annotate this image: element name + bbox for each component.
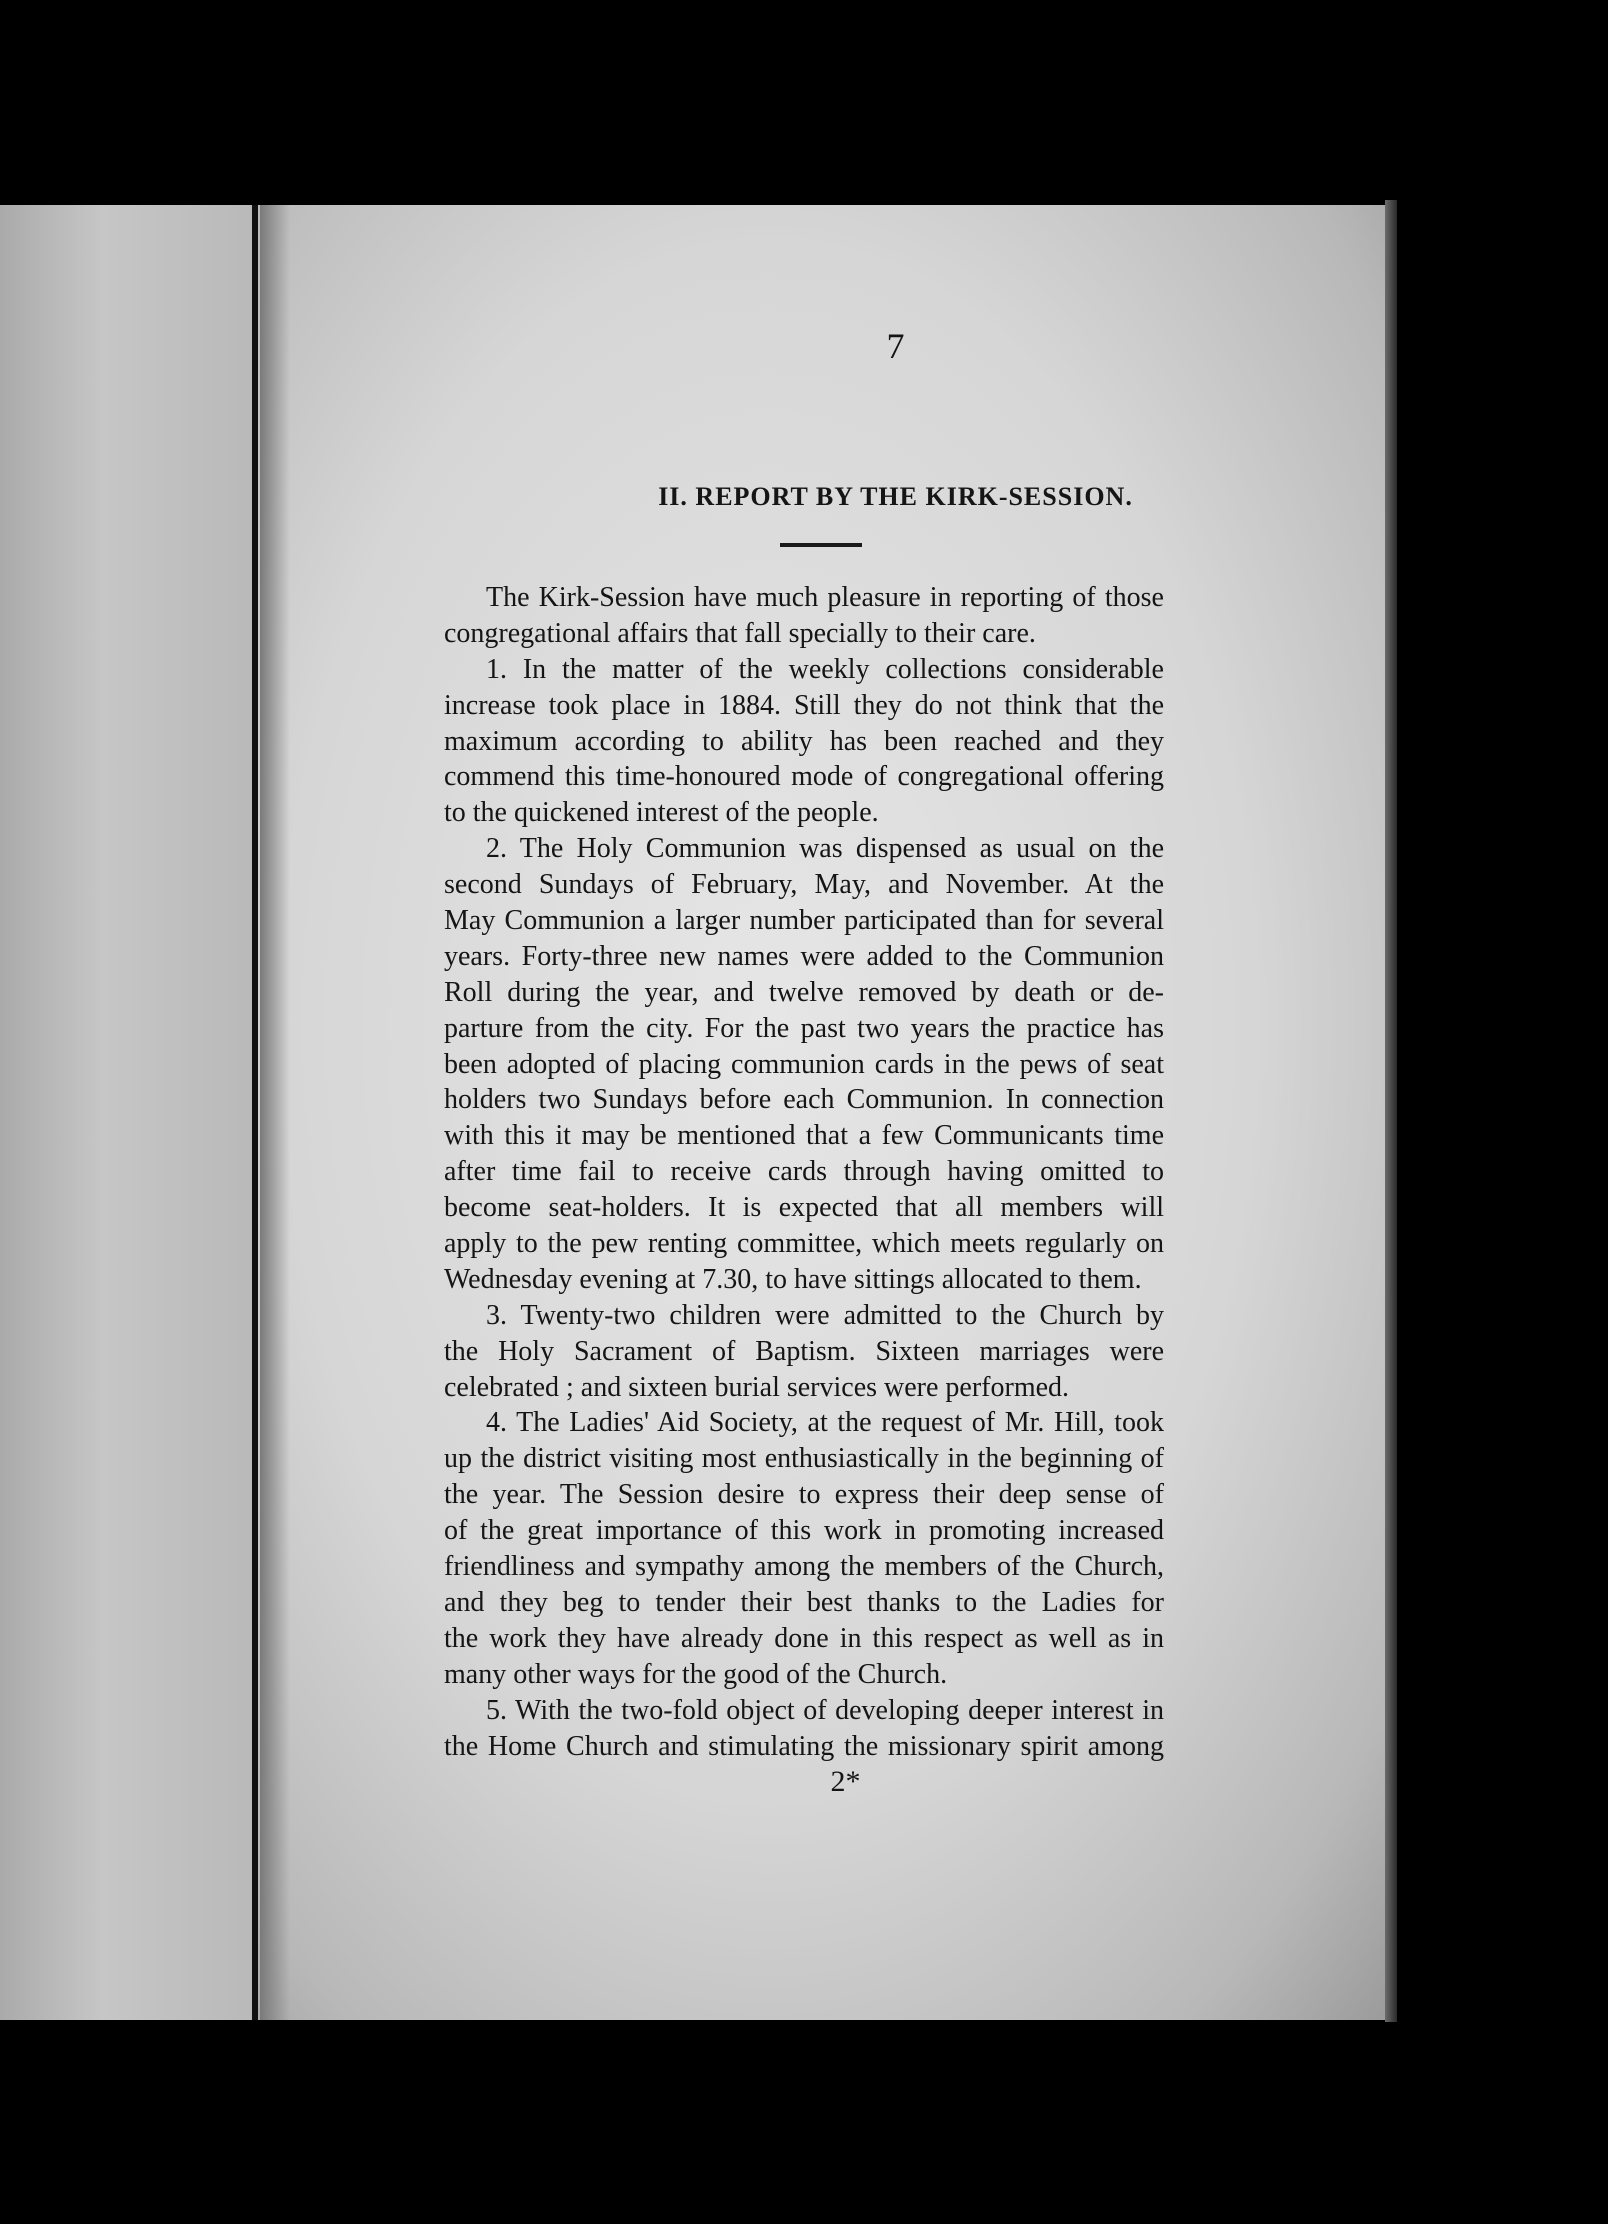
left-page-line	[0, 1283, 255, 1317]
text-line: to the quickened interest of the people.	[444, 797, 879, 829]
left-page-line	[0, 1353, 255, 1387]
text-line: May Communion a larger number participated than for several	[444, 905, 1164, 937]
section-heading: II. REPORT BY THE KIRK-SESSION.	[658, 482, 1133, 511]
text-line: maximum according to ability has been reached and they	[444, 725, 1164, 757]
left-page-line	[0, 1106, 255, 1140]
left-page-line	[0, 1143, 255, 1177]
text-line: Roll during the year, and twelve removed by death or de-	[444, 976, 1164, 1008]
text-line: second Sundays of February, May, and November. At the	[444, 869, 1164, 901]
left-page-line	[0, 1460, 255, 1494]
text-line: the year. The Session desire to express their deep sense of	[444, 1479, 1164, 1511]
text-line: 1. In the matter of the weekly collections considerable	[486, 653, 1164, 685]
text-line: after time fail to receive cards through having omitted to	[444, 1156, 1164, 1188]
gutter-shadow	[260, 205, 290, 2020]
text-line: commend this time-honoured mode of congregational offering	[444, 761, 1164, 793]
left-page-line	[0, 1318, 255, 1352]
text-line: up the district visiting most enthusiastically in the beginning of	[444, 1443, 1164, 1475]
text-line: friendliness and sympathy among the members of the Church,	[444, 1551, 1164, 1583]
body-text	[444, 580, 1164, 1764]
text-line: congregational affairs that fall specially to their care.	[444, 617, 1036, 649]
left-page-line	[0, 1071, 255, 1105]
text-line: 3. Twenty-two children were admitted to the Church by	[486, 1299, 1164, 1331]
left-page-line	[0, 581, 255, 615]
left-page-line	[0, 788, 255, 822]
left-page-line	[0, 895, 255, 929]
left-page-line	[0, 683, 255, 717]
left-page-line	[0, 1565, 255, 1599]
left-page-line	[0, 616, 255, 650]
text-line: celebrated ; and sixteen burial services were performed.	[444, 1371, 1070, 1403]
page-number: 7	[886, 326, 905, 366]
signature-mark: 2*	[830, 1765, 861, 1798]
left-page-line	[0, 1424, 255, 1458]
text-line: 4. The Ladies' Aid Society, at the request of Mr. Hill, took	[486, 1407, 1164, 1439]
left-page-line	[0, 413, 255, 447]
left-page-line	[0, 1389, 255, 1423]
previous-page-fragment	[0, 205, 255, 2020]
left-page-line	[0, 718, 255, 752]
text-line: Wednesday evening at 7.30, to have sittings allocated to them.	[444, 1263, 1142, 1295]
left-page-line	[0, 930, 255, 964]
text-line: years. Forty-three new names were added to the Communion	[444, 940, 1164, 972]
text-line: apply to the pew renting committee, which meets regularly on	[444, 1228, 1164, 1260]
text-line: been adopted of placing communion cards in the pews of seat	[444, 1048, 1164, 1080]
heading-rule	[780, 543, 862, 547]
text-line: holders two Sundays before each Communion. In connection	[444, 1084, 1164, 1116]
left-page-line	[0, 1718, 255, 1752]
text-line: parture from the city. For the past two years the practice has	[444, 1012, 1164, 1044]
left-page-line	[0, 1001, 255, 1035]
left-page-line	[0, 1673, 255, 1707]
text-line: many other ways for the good of the Church.	[444, 1658, 948, 1690]
left-page-line	[0, 1600, 255, 1634]
left-page-line	[0, 823, 255, 857]
text-line: 2. The Holy Communion was dispensed as usual on the	[486, 833, 1164, 865]
text-line: and they beg to tender their best thanks to the Ladies for	[444, 1586, 1164, 1618]
text-line: increase took place in 1884. Still they do not think that the	[444, 689, 1164, 721]
left-page-line	[0, 1528, 255, 1562]
text-line: 5. With the two-fold object of developing deeper interest in	[486, 1694, 1164, 1726]
left-page-line	[0, 1213, 255, 1247]
text-line: the Home Church and stimulating the missionary spirit among	[444, 1730, 1164, 1762]
text-line: the Holy Sacrament of Baptism. Sixteen marriages were	[444, 1335, 1164, 1367]
page-edge	[1385, 200, 1397, 2022]
text-line: The Kirk-Session have much pleasure in reporting of those	[486, 582, 1164, 613]
text-line: with this it may be mentioned that a few Communicants time	[444, 1120, 1164, 1152]
document-page	[258, 205, 1393, 2020]
left-page-line	[0, 1178, 255, 1212]
text-line: of the great importance of this work in promoting increased	[444, 1515, 1164, 1547]
left-page-line	[0, 859, 255, 893]
text-line: become seat-holders. It is expected that all members will	[444, 1192, 1164, 1224]
text-line: the work they have already done in this respect as well as in	[444, 1622, 1164, 1654]
left-page-line	[0, 966, 255, 1000]
